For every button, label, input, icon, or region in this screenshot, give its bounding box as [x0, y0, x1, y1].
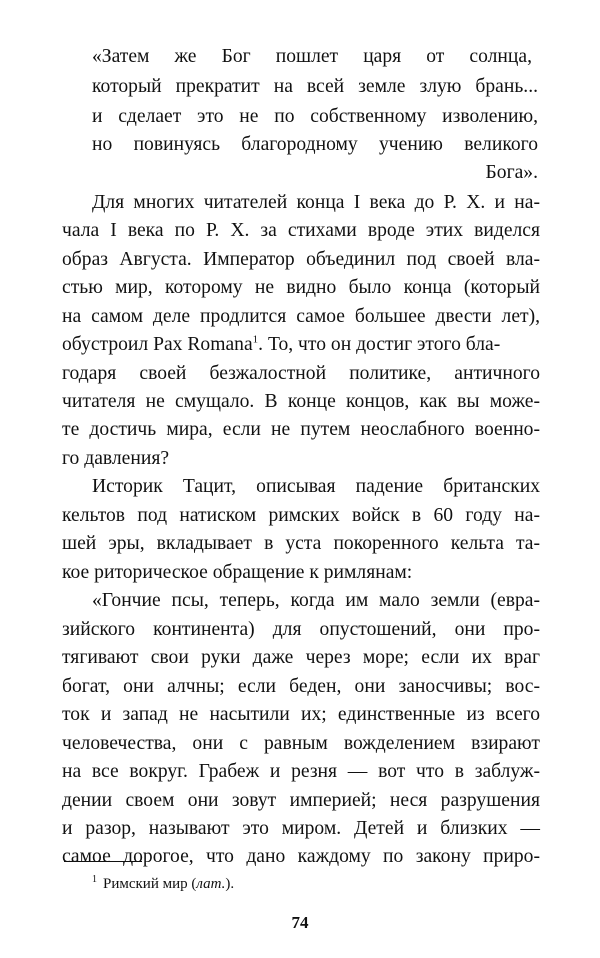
paragraph-text: обустроил Pax Romana [62, 334, 253, 355]
paragraph-line: на самом деле продлится самое большее двести лет), [62, 306, 540, 327]
paragraph-line: кельтов под натиском римских войск в 60 году на- [62, 505, 540, 526]
footnote-text: Римский мир ( [103, 876, 197, 892]
paragraph-line: го давления? [62, 448, 170, 469]
poem-line-3: и сделает это не по собственному изволению, [92, 106, 538, 127]
quote-line: тягивают свои руки даже через море; если их враг [62, 647, 540, 668]
paragraph-line: Для многих читателей конца I века до Р. Х. и на- [92, 192, 540, 213]
quote-line: зийского континента) для опустошений, они про- [62, 619, 540, 640]
paragraph-line: Историк Тацит, описывая падение британских [92, 476, 540, 497]
paragraph-line: кое риторическое обращение к римлянам: [62, 562, 413, 583]
quote-line: дении своем они зовут империей; неся разрушения [62, 790, 540, 811]
quote-line: человечества, они с равным вожделением взирают [62, 733, 540, 754]
poem-line-2: который прекратит на всей земле злую брань... [92, 76, 538, 97]
paragraph-line: годаря своей безжалостной политике, античного [62, 363, 540, 384]
quote-line: богат, они алчны; если беден, они заносчивы; вос- [62, 676, 540, 697]
paragraph-line: чала I века по Р. Х. за стихами вроде этих виделся [62, 220, 540, 241]
quote-line: на все вокруг. Грабеж и резня — вот что в заблуж- [62, 761, 540, 782]
paragraph-line: стью мир, которому не видно было конца (который [62, 277, 540, 298]
quote-line: ток и запад не насытили их; единственные из всего [62, 704, 540, 725]
paragraph-text: . То, что он достиг этого бла- [258, 334, 501, 355]
quote-line: и разор, называют это миром. Детей и близких — [62, 818, 540, 839]
quote-line: «Гончие псы, теперь, когда им мало земли (евра- [92, 590, 540, 611]
footnote-abbreviation: лат. [196, 876, 226, 892]
quote-line: самое дорогое, что дано каждому по закону приро- [62, 846, 540, 867]
paragraph-line: читателя не смущало. В конце концов, как вы може- [62, 391, 540, 412]
paragraph-line: шей эры, вкладывает в уста покоренного кельта та- [62, 533, 540, 554]
paragraph-line: те достичь мира, если не путем неослабного военно- [62, 419, 540, 440]
footnote-close: ). [225, 876, 235, 892]
poem-line-1: «Затем же Бог пошлет царя от солнца, [92, 46, 532, 67]
poem-line-5: Бога». [485, 162, 538, 183]
page-number: 74 [291, 913, 309, 932]
footnote-mark: 1 [92, 874, 97, 885]
poem-line-4: но повинуясь благородному учению великого [92, 134, 538, 155]
footnote-reference: 1 [252, 333, 259, 346]
paragraph-line-with-footnote [62, 330, 540, 359]
footnote-divider [64, 861, 142, 862]
paragraph-line: образ Августа. Император объединил под своей вла- [62, 249, 540, 270]
footnote [92, 874, 234, 894]
